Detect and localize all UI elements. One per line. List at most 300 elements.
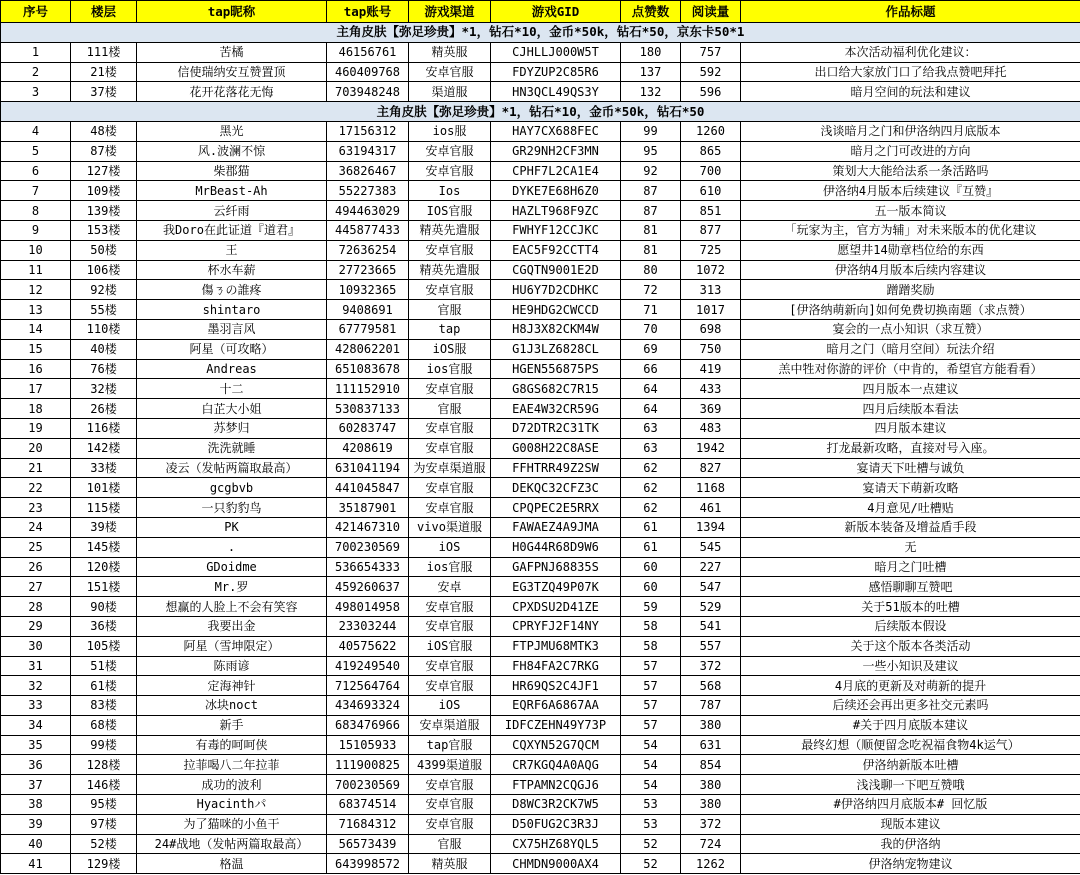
cell-account: 494463029 [327, 201, 409, 221]
cell-index: 29 [1, 616, 71, 636]
cell-index: 21 [1, 458, 71, 478]
header-row [1, 1, 1080, 23]
cell-views: 545 [681, 537, 741, 557]
cell-views: 877 [681, 220, 741, 240]
cell-channel: 安卓官服 [409, 280, 491, 300]
cell-floor: 142楼 [71, 438, 137, 458]
cell-account: 434693324 [327, 696, 409, 716]
cell-likes: 60 [621, 577, 681, 597]
table-row [1, 161, 1080, 181]
table-row [1, 240, 1080, 260]
cell-channel: iOS服 [409, 339, 491, 359]
cell-floor: 87楼 [71, 141, 137, 161]
cell-floor: 92楼 [71, 280, 137, 300]
cell-views: 698 [681, 319, 741, 339]
cell-nickname: 白芷大小姐 [137, 399, 327, 419]
cell-account: 651083678 [327, 359, 409, 379]
table-row [1, 775, 1080, 795]
cell-views: 851 [681, 201, 741, 221]
cell-channel: 安卓官服 [409, 379, 491, 399]
cell-likes: 66 [621, 359, 681, 379]
cell-gid: FAWAEZ4A9JMA [491, 517, 621, 537]
cell-channel: 安卓官服 [409, 814, 491, 834]
cell-gid: EG3TZQ49P07K [491, 577, 621, 597]
table-row [1, 339, 1080, 359]
header-likes: 点赞数 [621, 1, 681, 23]
cell-channel: 官服 [409, 300, 491, 320]
cell-views: 592 [681, 62, 741, 82]
cell-nickname: gcgbvb [137, 478, 327, 498]
cell-account: 40575622 [327, 636, 409, 656]
cell-account: 536654333 [327, 557, 409, 577]
cell-title: 宴请天下吐槽与诚负 [741, 458, 1080, 478]
cell-gid: FTPAMN2CQGJ6 [491, 775, 621, 795]
cell-nickname: 柴郡猫 [137, 161, 327, 181]
cell-account: 17156312 [327, 121, 409, 141]
header-floor: 楼层 [71, 1, 137, 23]
cell-gid: D8WC3R2CK7W5 [491, 795, 621, 815]
cell-floor: 105楼 [71, 636, 137, 656]
cell-channel: 安卓官服 [409, 141, 491, 161]
cell-gid: H8J3X82CKM4W [491, 319, 621, 339]
cell-channel: 安卓 [409, 577, 491, 597]
cell-channel: ios官服 [409, 557, 491, 577]
cell-account: 445877433 [327, 220, 409, 240]
cell-gid: HU6Y7D2CDHKC [491, 280, 621, 300]
cell-index: 23 [1, 498, 71, 518]
cell-nickname: 新手 [137, 715, 327, 735]
cell-gid: HGEN556875PS [491, 359, 621, 379]
cell-title: 出口给大家放门口了给我点赞吧拜托 [741, 62, 1080, 82]
cell-account: 23303244 [327, 616, 409, 636]
cell-floor: 106楼 [71, 260, 137, 280]
cell-title: #关于四月底版本建议 [741, 715, 1080, 735]
cell-nickname: 拉菲喝八二年拉菲 [137, 755, 327, 775]
header-index: 序号 [1, 1, 71, 23]
cell-nickname: 阿星（可攻略） [137, 339, 327, 359]
cell-account: 498014958 [327, 597, 409, 617]
cell-title: 浅浅聊一下吧互赞哦 [741, 775, 1080, 795]
cell-gid: HAY7CX688FEC [491, 121, 621, 141]
cell-index: 1 [1, 42, 71, 62]
cell-views: 483 [681, 418, 741, 438]
cell-index: 33 [1, 696, 71, 716]
table-row [1, 300, 1080, 320]
cell-views: 529 [681, 597, 741, 617]
cell-likes: 52 [621, 854, 681, 874]
cell-nickname: 花开花落花无悔 [137, 82, 327, 102]
cell-index: 10 [1, 240, 71, 260]
table-row [1, 220, 1080, 240]
cell-nickname: 信使瑞纳安互赞置顶 [137, 62, 327, 82]
reward-group-row [1, 23, 1080, 43]
cell-likes: 62 [621, 458, 681, 478]
cell-gid: EQRF6A6867AA [491, 696, 621, 716]
cell-account: 72636254 [327, 240, 409, 260]
cell-floor: 26楼 [71, 399, 137, 419]
cell-likes: 59 [621, 597, 681, 617]
cell-channel: 安卓渠道服 [409, 715, 491, 735]
cell-title: 无 [741, 537, 1080, 557]
cell-title: 「玩家为主，官方为辅」对未来版本的优化建议 [741, 220, 1080, 240]
cell-floor: 40楼 [71, 339, 137, 359]
cell-account: 9408691 [327, 300, 409, 320]
cell-nickname: 苦橘 [137, 42, 327, 62]
cell-account: 36826467 [327, 161, 409, 181]
cell-gid: GR29NH2CF3MN [491, 141, 621, 161]
table-row [1, 42, 1080, 62]
cell-title: 蹭蹭奖励 [741, 280, 1080, 300]
cell-index: 40 [1, 834, 71, 854]
reward-group-row [1, 102, 1080, 122]
cell-title: 本次活动福利优化建议： [741, 42, 1080, 62]
cell-account: 700230569 [327, 775, 409, 795]
cell-floor: 101楼 [71, 478, 137, 498]
cell-floor: 151楼 [71, 577, 137, 597]
cell-likes: 69 [621, 339, 681, 359]
cell-account: 111152910 [327, 379, 409, 399]
cell-account: 700230569 [327, 537, 409, 557]
cell-floor: 50楼 [71, 240, 137, 260]
cell-views: 610 [681, 181, 741, 201]
cell-views: 757 [681, 42, 741, 62]
cell-views: 787 [681, 696, 741, 716]
cell-gid: CR7KGQ4A0AQG [491, 755, 621, 775]
cell-likes: 87 [621, 181, 681, 201]
cell-channel: 安卓官服 [409, 478, 491, 498]
cell-channel: 安卓官服 [409, 418, 491, 438]
cell-gid: CPHF7L2CA1E4 [491, 161, 621, 181]
cell-views: 827 [681, 458, 741, 478]
cell-likes: 54 [621, 755, 681, 775]
table-row [1, 359, 1080, 379]
cell-views: 568 [681, 676, 741, 696]
cell-index: 39 [1, 814, 71, 834]
cell-gid: CJHLLJ000W5T [491, 42, 621, 62]
cell-gid: G008H22C8ASE [491, 438, 621, 458]
cell-account: 111900825 [327, 755, 409, 775]
cell-floor: 37楼 [71, 82, 137, 102]
cell-views: 419 [681, 359, 741, 379]
cell-likes: 72 [621, 280, 681, 300]
cell-views: 1262 [681, 854, 741, 874]
cell-account: 643998572 [327, 854, 409, 874]
cell-gid: D72DTR2C31TK [491, 418, 621, 438]
cell-channel: ios服 [409, 121, 491, 141]
table-row [1, 379, 1080, 399]
cell-title: 我的伊洛纳 [741, 834, 1080, 854]
cell-title: 暗月之门可改进的方向 [741, 141, 1080, 161]
cell-likes: 64 [621, 399, 681, 419]
cell-nickname: Mr.罗 [137, 577, 327, 597]
cell-index: 31 [1, 656, 71, 676]
cell-channel: 为安卓渠道服 [409, 458, 491, 478]
table-row [1, 438, 1080, 458]
cell-title: 4月底的更新及对萌新的提升 [741, 676, 1080, 696]
cell-floor: 115楼 [71, 498, 137, 518]
cell-nickname: 陈雨谚 [137, 656, 327, 676]
cell-nickname: 洗洗就睡 [137, 438, 327, 458]
cell-views: 313 [681, 280, 741, 300]
cell-index: 30 [1, 636, 71, 656]
cell-likes: 87 [621, 201, 681, 221]
cell-account: 441045847 [327, 478, 409, 498]
table-row [1, 854, 1080, 874]
cell-likes: 62 [621, 478, 681, 498]
cell-account: 46156761 [327, 42, 409, 62]
cell-likes: 57 [621, 676, 681, 696]
cell-gid: FWHYF12CCJKC [491, 220, 621, 240]
table-row [1, 418, 1080, 438]
cell-account: 15105933 [327, 735, 409, 755]
cell-index: 13 [1, 300, 71, 320]
cell-gid: CPQPEC2E5RRX [491, 498, 621, 518]
table-row [1, 399, 1080, 419]
cell-channel: 安卓官服 [409, 616, 491, 636]
cell-nickname: 想赢的人脸上不会有笑容 [137, 597, 327, 617]
cell-likes: 92 [621, 161, 681, 181]
cell-likes: 62 [621, 498, 681, 518]
header-channel: 游戏渠道 [409, 1, 491, 23]
cell-likes: 60 [621, 557, 681, 577]
cell-nickname: 阿星（雪坤限定） [137, 636, 327, 656]
cell-floor: 120楼 [71, 557, 137, 577]
cell-title: 浅谈暗月之门和伊洛纳四月底版本 [741, 121, 1080, 141]
cell-account: 35187901 [327, 498, 409, 518]
table-row [1, 636, 1080, 656]
cell-channel: 精英服 [409, 42, 491, 62]
cell-account: 428062201 [327, 339, 409, 359]
table-row [1, 280, 1080, 300]
cell-index: 38 [1, 795, 71, 815]
cell-floor: 21楼 [71, 62, 137, 82]
cell-title: 四月版本一点建议 [741, 379, 1080, 399]
cell-index: 5 [1, 141, 71, 161]
cell-views: 631 [681, 735, 741, 755]
cell-account: 421467310 [327, 517, 409, 537]
cell-nickname: GDoidme [137, 557, 327, 577]
cell-title: 伊洛纳4月版本后续内容建议 [741, 260, 1080, 280]
cell-views: 596 [681, 82, 741, 102]
cell-likes: 180 [621, 42, 681, 62]
cell-likes: 61 [621, 517, 681, 537]
cell-nickname: MrBeast-Ah [137, 181, 327, 201]
cell-index: 37 [1, 775, 71, 795]
cell-floor: 111楼 [71, 42, 137, 62]
cell-views: 557 [681, 636, 741, 656]
table-row [1, 616, 1080, 636]
cell-nickname: 苏梦归 [137, 418, 327, 438]
cell-account: 712564764 [327, 676, 409, 696]
table-row [1, 696, 1080, 716]
cell-index: 26 [1, 557, 71, 577]
cell-nickname: 成功的波利 [137, 775, 327, 795]
cell-title: 四月后续版本看法 [741, 399, 1080, 419]
cell-likes: 57 [621, 715, 681, 735]
cell-gid: HE9HDG2CWCCD [491, 300, 621, 320]
cell-likes: 61 [621, 537, 681, 557]
table-row [1, 814, 1080, 834]
cell-channel: 渠道服 [409, 82, 491, 102]
cell-channel: tap [409, 319, 491, 339]
cell-views: 750 [681, 339, 741, 359]
table-row [1, 498, 1080, 518]
cell-views: 372 [681, 656, 741, 676]
cell-views: 372 [681, 814, 741, 834]
table-row [1, 656, 1080, 676]
cell-account: 10932365 [327, 280, 409, 300]
cell-account: 530837133 [327, 399, 409, 419]
cell-views: 724 [681, 834, 741, 854]
cell-gid: FDYZUP2C85R6 [491, 62, 621, 82]
cell-likes: 57 [621, 656, 681, 676]
cell-account: 67779581 [327, 319, 409, 339]
cell-nickname: 黑光 [137, 121, 327, 141]
cell-gid: FTPJMU68MTK3 [491, 636, 621, 656]
cell-floor: 153楼 [71, 220, 137, 240]
cell-index: 11 [1, 260, 71, 280]
cell-views: 380 [681, 795, 741, 815]
cell-index: 2 [1, 62, 71, 82]
cell-views: 541 [681, 616, 741, 636]
cell-nickname: 我Doro在此证道『道君』 [137, 220, 327, 240]
cell-index: 35 [1, 735, 71, 755]
cell-floor: 51楼 [71, 656, 137, 676]
cell-title: 四月版本建议 [741, 418, 1080, 438]
cell-views: 1260 [681, 121, 741, 141]
cell-likes: 54 [621, 775, 681, 795]
table-row [1, 478, 1080, 498]
cell-floor: 129楼 [71, 854, 137, 874]
cell-nickname: 冰块noct [137, 696, 327, 716]
cell-title: #伊洛纳四月底版本# 回忆版 [741, 795, 1080, 815]
cell-channel: 安卓官服 [409, 161, 491, 181]
cell-channel: 精英服 [409, 854, 491, 874]
cell-nickname: Andreas [137, 359, 327, 379]
table-row [1, 458, 1080, 478]
cell-floor: 48楼 [71, 121, 137, 141]
cell-channel: iOS官服 [409, 636, 491, 656]
cell-gid: EAC5F92CCTT4 [491, 240, 621, 260]
cell-title: 一些小知识及建议 [741, 656, 1080, 676]
cell-likes: 64 [621, 379, 681, 399]
cell-floor: 90楼 [71, 597, 137, 617]
cell-likes: 70 [621, 319, 681, 339]
cell-floor: 55楼 [71, 300, 137, 320]
cell-account: 683476966 [327, 715, 409, 735]
cell-views: 461 [681, 498, 741, 518]
cell-channel: Ios [409, 181, 491, 201]
cell-index: 7 [1, 181, 71, 201]
table-row [1, 735, 1080, 755]
cell-views: 1017 [681, 300, 741, 320]
cell-views: 725 [681, 240, 741, 260]
cell-nickname: 为了猫咪的小鱼干 [137, 814, 327, 834]
cell-title: 关于这个版本各类活动 [741, 636, 1080, 656]
cell-title: 伊洛纳4月版本后续建议『互赞』 [741, 181, 1080, 201]
cell-floor: 68楼 [71, 715, 137, 735]
cell-gid: H0G44R68D9W6 [491, 537, 621, 557]
cell-gid: DYKE7E68H6Z0 [491, 181, 621, 201]
cell-gid: FH84FA2C7RKG [491, 656, 621, 676]
cell-floor: 52楼 [71, 834, 137, 854]
cell-floor: 145楼 [71, 537, 137, 557]
cell-channel: 安卓官服 [409, 795, 491, 815]
cell-index: 24 [1, 517, 71, 537]
cell-gid: HAZLT968F9ZC [491, 201, 621, 221]
cell-floor: 116楼 [71, 418, 137, 438]
cell-nickname: 格温 [137, 854, 327, 874]
cell-views: 865 [681, 141, 741, 161]
cell-index: 17 [1, 379, 71, 399]
cell-account: 703948248 [327, 82, 409, 102]
cell-likes: 52 [621, 834, 681, 854]
cell-nickname: 杯水车薪 [137, 260, 327, 280]
cell-account: 419249540 [327, 656, 409, 676]
cell-likes: 71 [621, 300, 681, 320]
table-row [1, 755, 1080, 775]
table-row [1, 834, 1080, 854]
cell-channel: 官服 [409, 834, 491, 854]
cell-gid: IDFCZEHN49Y73P [491, 715, 621, 735]
cell-gid: EAE4W32CR59G [491, 399, 621, 419]
table-row [1, 537, 1080, 557]
cell-floor: 99楼 [71, 735, 137, 755]
cell-floor: 76楼 [71, 359, 137, 379]
cell-channel: 安卓官服 [409, 597, 491, 617]
cell-title: 感悟聊聊互赞吧 [741, 577, 1080, 597]
cell-nickname: 傷ㄋの誰疼 [137, 280, 327, 300]
cell-views: 380 [681, 715, 741, 735]
cell-likes: 99 [621, 121, 681, 141]
cell-gid: HR69QS2C4JF1 [491, 676, 621, 696]
cell-index: 12 [1, 280, 71, 300]
header-nickname: tap昵称 [137, 1, 327, 23]
cell-views: 1394 [681, 517, 741, 537]
cell-likes: 81 [621, 220, 681, 240]
cell-likes: 95 [621, 141, 681, 161]
cell-likes: 132 [621, 82, 681, 102]
cell-floor: 128楼 [71, 755, 137, 775]
cell-title: 愿望井14勋章档位给的东西 [741, 240, 1080, 260]
cell-gid: DEKQC32CFZ3C [491, 478, 621, 498]
cell-gid: FFHTRR49Z2SW [491, 458, 621, 478]
cell-title: 羔中牲对你游的评价（中肯的，希望官方能看看） [741, 359, 1080, 379]
cell-title: 新版本装备及增益盾手段 [741, 517, 1080, 537]
cell-index: 32 [1, 676, 71, 696]
cell-account: 460409768 [327, 62, 409, 82]
cell-floor: 39楼 [71, 517, 137, 537]
cell-channel: 精英先遣服 [409, 260, 491, 280]
table-row [1, 517, 1080, 537]
cell-index: 22 [1, 478, 71, 498]
cell-title: [伊洛纳萌新向]如何免费切换南题（求点赞） [741, 300, 1080, 320]
table-row [1, 181, 1080, 201]
cell-channel: IOS官服 [409, 201, 491, 221]
table-row [1, 201, 1080, 221]
cell-index: 15 [1, 339, 71, 359]
cell-nickname: 王 [137, 240, 327, 260]
table-row [1, 62, 1080, 82]
cell-nickname: shintaro [137, 300, 327, 320]
cell-floor: 146楼 [71, 775, 137, 795]
cell-account: 63194317 [327, 141, 409, 161]
cell-title: 暗月之门吐槽 [741, 557, 1080, 577]
cell-floor: 139楼 [71, 201, 137, 221]
table-row [1, 82, 1080, 102]
cell-gid: CX75HZ68YQL5 [491, 834, 621, 854]
cell-index: 25 [1, 537, 71, 557]
